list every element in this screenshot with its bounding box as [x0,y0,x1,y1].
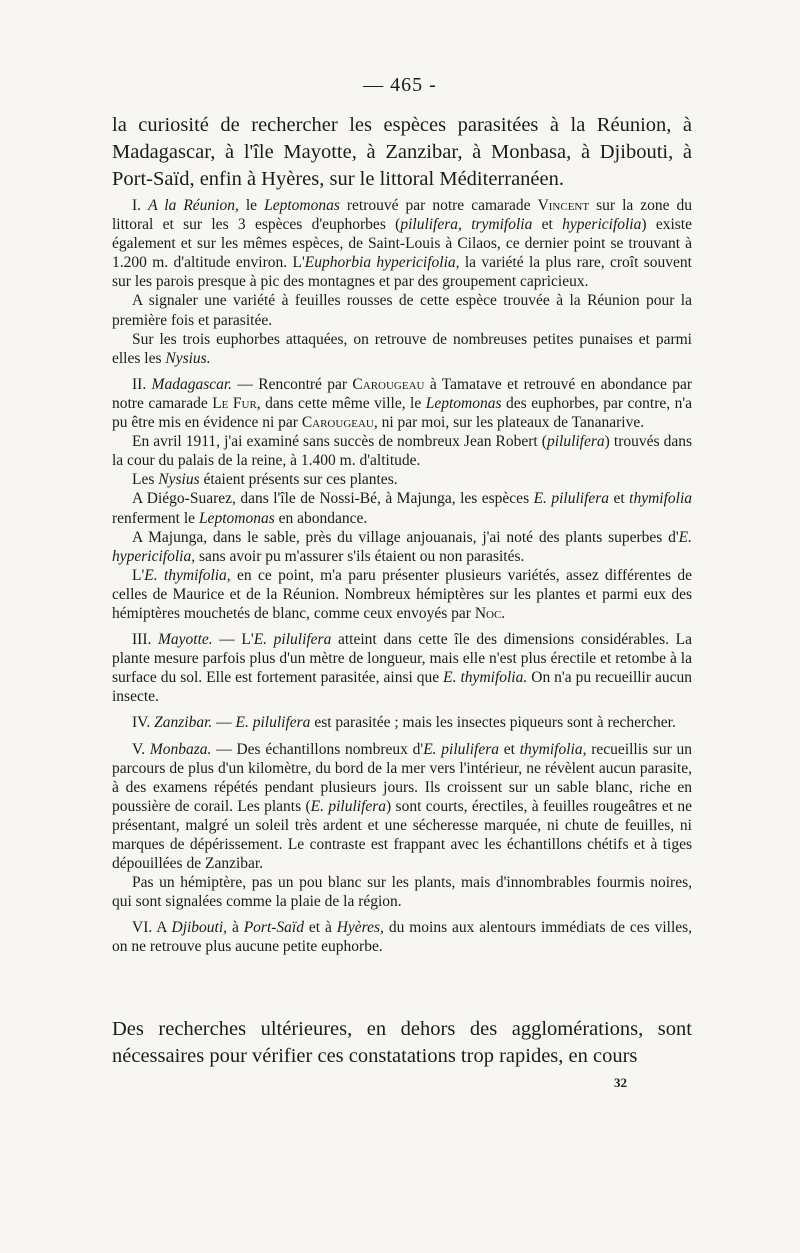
reunion-paragraph [112,196,692,291]
text-run: Sur les trois euphorbes attaquées, on retrouve de nombreuses petites punaises et parmi elles les [112,330,692,367]
monbasa-paragraph [112,740,692,874]
text-run: atteint dans cette île des dimensions considérables. La plante mesure parfois plus d'un mètre de longueur, mais elle n'est plus érectile et retombe à la surface du sol. Elle est fortement parasitée, ainsi que [112,631,693,687]
genus-name: Leptomonas [198,509,275,527]
thymifolia-paragraph [112,566,692,623]
author-name: Noc. [474,604,506,622]
species-name: E. pilulifera [235,714,311,732]
text-run: à [231,919,239,937]
text-run: retrouvé par notre camarade [346,197,531,214]
section-heading: A la Réunion, [148,197,239,214]
section-number: II. [132,375,147,393]
nysius-paragraph [112,470,692,489]
text-run: et [613,490,625,508]
madagascar-paragraph [112,375,692,432]
place-name: Hyères, [336,919,384,937]
text-run: du moins aux alentours immédiats de ces villes, on ne retrouve plus aucune petite euphorbe. [112,919,693,956]
text-run: On n'a pu recueillir aucun insecte. [112,669,693,706]
place-name: Port-Saïd [243,919,304,937]
species-name: thymifolia, [519,740,587,758]
species-name: thymifolia [629,490,693,508]
section-heading: Monbaza. [149,740,212,758]
zanzibar-paragraph [112,713,692,732]
text-run: sur la zone du littoral et sur les 3 espèces d'euphorbes ( [112,197,693,234]
author-name: Le Fur, [212,394,261,412]
text-run: — Rencontré par [237,375,348,393]
section-heading: Mayotte. [158,631,213,649]
text-run: — [216,714,232,732]
article-body [112,196,692,957]
genus-name: Nysius. [165,349,211,367]
section-number: III. [132,631,152,649]
species-name: E. pilulifera [310,797,387,815]
species-name: pilulifera, trymifolia [400,216,533,234]
text-run: renferment le [112,509,196,527]
page-number: — 465 - [363,74,437,96]
text-run: ) existe également et sur les mêmes espèces, de Saint-Louis à Cilaos, ce dernier point se trouvant à 1.200 m. d'altitude environ. L' [112,216,692,272]
tananarive-paragraph [112,432,692,470]
text-run: L' [132,566,145,584]
section-number: I. [132,197,142,214]
text-run: en abondance. [278,509,368,527]
fourmis-paragraph: Pas un hémiptère, pas un pou blanc sur les plants, mais d'innombrables fourmis noires, qui sont signalées comme la plaie de la région. [112,874,692,911]
text-run: ) trouvés dans la cour du palais de la reine, à 1.400 m. d'altitude. [112,433,692,470]
text-run: le [245,197,258,214]
text-run: — Des échantillons nombreux d' [216,740,424,758]
text-run: A [156,919,167,937]
text-run: la variété la plus rare, croît souvent sur les parois presque à pic des montagnes et par des groupement capricieux. [112,254,692,291]
species-name: Euphorbia hypericifolia, [304,254,460,272]
text-run: ni par moi, sur les plateaux de Tananarive. [381,414,645,432]
section-heading: Madagascar. [151,375,233,393]
text-run: est parasitée ; mais les insectes piqueurs sont à rechercher. [314,714,676,732]
text-run: en ce point, m'a paru présenter plusieurs variétés, assez différentes de celles de Maurice et de la Réunion. Nombreux hémiptères sur les plantes et parmi eux des hémiptères mouchetés de blanc, comme ceux envoyés par [112,566,692,622]
text-run: recueillis sur un parcours de plus d'un kilomètre, du bord de la mer vers l'intérieur, ne révèlent aucun parasite, à des examens répétés pendant plusieurs jours. Ils croissent sur un sable blanc, riche en poussière de corail. Les plants ( [112,740,693,815]
section-heading: Zanzibar. [154,714,213,732]
species-name: E. thymifolia. [443,669,528,687]
species-name: pilulifera [546,433,605,451]
text-run: et [541,216,553,234]
text-run: A Majunga, dans le sable, près du village anjouanais, j'ai noté des plants superbes d' [132,528,679,546]
closing-paragraph: Des recherches ultérieures, en dehors des agglomérations, sont nécessaires pour vérifier ces constatations trop rapides, en cours [112,1018,692,1067]
signature-mark: 32 [614,1075,627,1090]
species-name: E. hypericifolia, [112,528,692,565]
reunion-variety-paragraph: A signaler une variété à feuilles rousses de cette espèce trouvée à la Réunion pour la première fois et parasitée. [112,292,692,329]
species-name: E. pilulifera [533,490,610,508]
mayotte-paragraph [112,630,692,706]
text-run: et à [308,919,332,937]
species-name: E. pilulifera [423,740,499,758]
diego-suarez-paragraph [112,489,692,527]
author-name: Carougeau [352,375,425,393]
text-run: des euphorbes, par contre, n'a pu être mis en évidence ni par [112,394,693,432]
genus-name: Leptomonas [425,394,502,412]
section-number: V. [132,740,146,758]
text-run: Les [132,471,155,489]
text-run: dans cette même ville, le [265,394,422,412]
section-number: VI. [132,919,153,937]
species-name: E. thymifolia, [144,566,231,584]
author-name: Carougeau, [301,414,378,432]
majunga-paragraph [112,528,692,566]
species-name: E. pilulifera [253,631,332,649]
intro-paragraph: la curiosité de rechercher les espèces parasitées à la Réunion, à Madagascar, à l'île Mayotte, à Zanzibar, à Monbasa, à Djibouti, à Port-Saïd, enfin à Hyères, sur le littoral Méditerranéen. [112,114,692,190]
text-run: A Diégo-Suarez, dans l'île de Nossi-Bé, à Majunga, les espèces [132,490,530,508]
species-name: hypericifolia [562,216,642,234]
text-run: — L' [219,631,254,649]
text-run: étaient présents sur ces plantes. [203,471,398,489]
genus-name: Leptomonas [264,197,340,214]
djibouti-paragraph [112,918,692,956]
text-run: à Tamatave et retrouvé en abondance par notre camarade [112,375,692,412]
reunion-insects-paragraph [112,330,692,368]
place-name: Djibouti, [171,919,228,937]
text-run: et [503,740,515,758]
text-run: ) sont courts, érectiles, à feuilles rougeâtres et ne présentant, malgré un soleil très ardent et une sécheresse marquée, ni chute de feuilles, ni marques de dépérissement. Le contraste est frappant avec les échantillons chétifs et à tiges dépouillées de Zanzibar. [112,797,692,873]
section-number: IV. [132,714,151,732]
genus-name: Nysius [158,471,200,489]
author-name: Vincent [537,197,590,214]
text-run: sans avoir pu m'assurer s'ils étaient ou non parasités. [198,547,525,565]
text-run: En avril 1911, j'ai examiné sans succès de nombreux Jean Robert ( [132,433,547,451]
